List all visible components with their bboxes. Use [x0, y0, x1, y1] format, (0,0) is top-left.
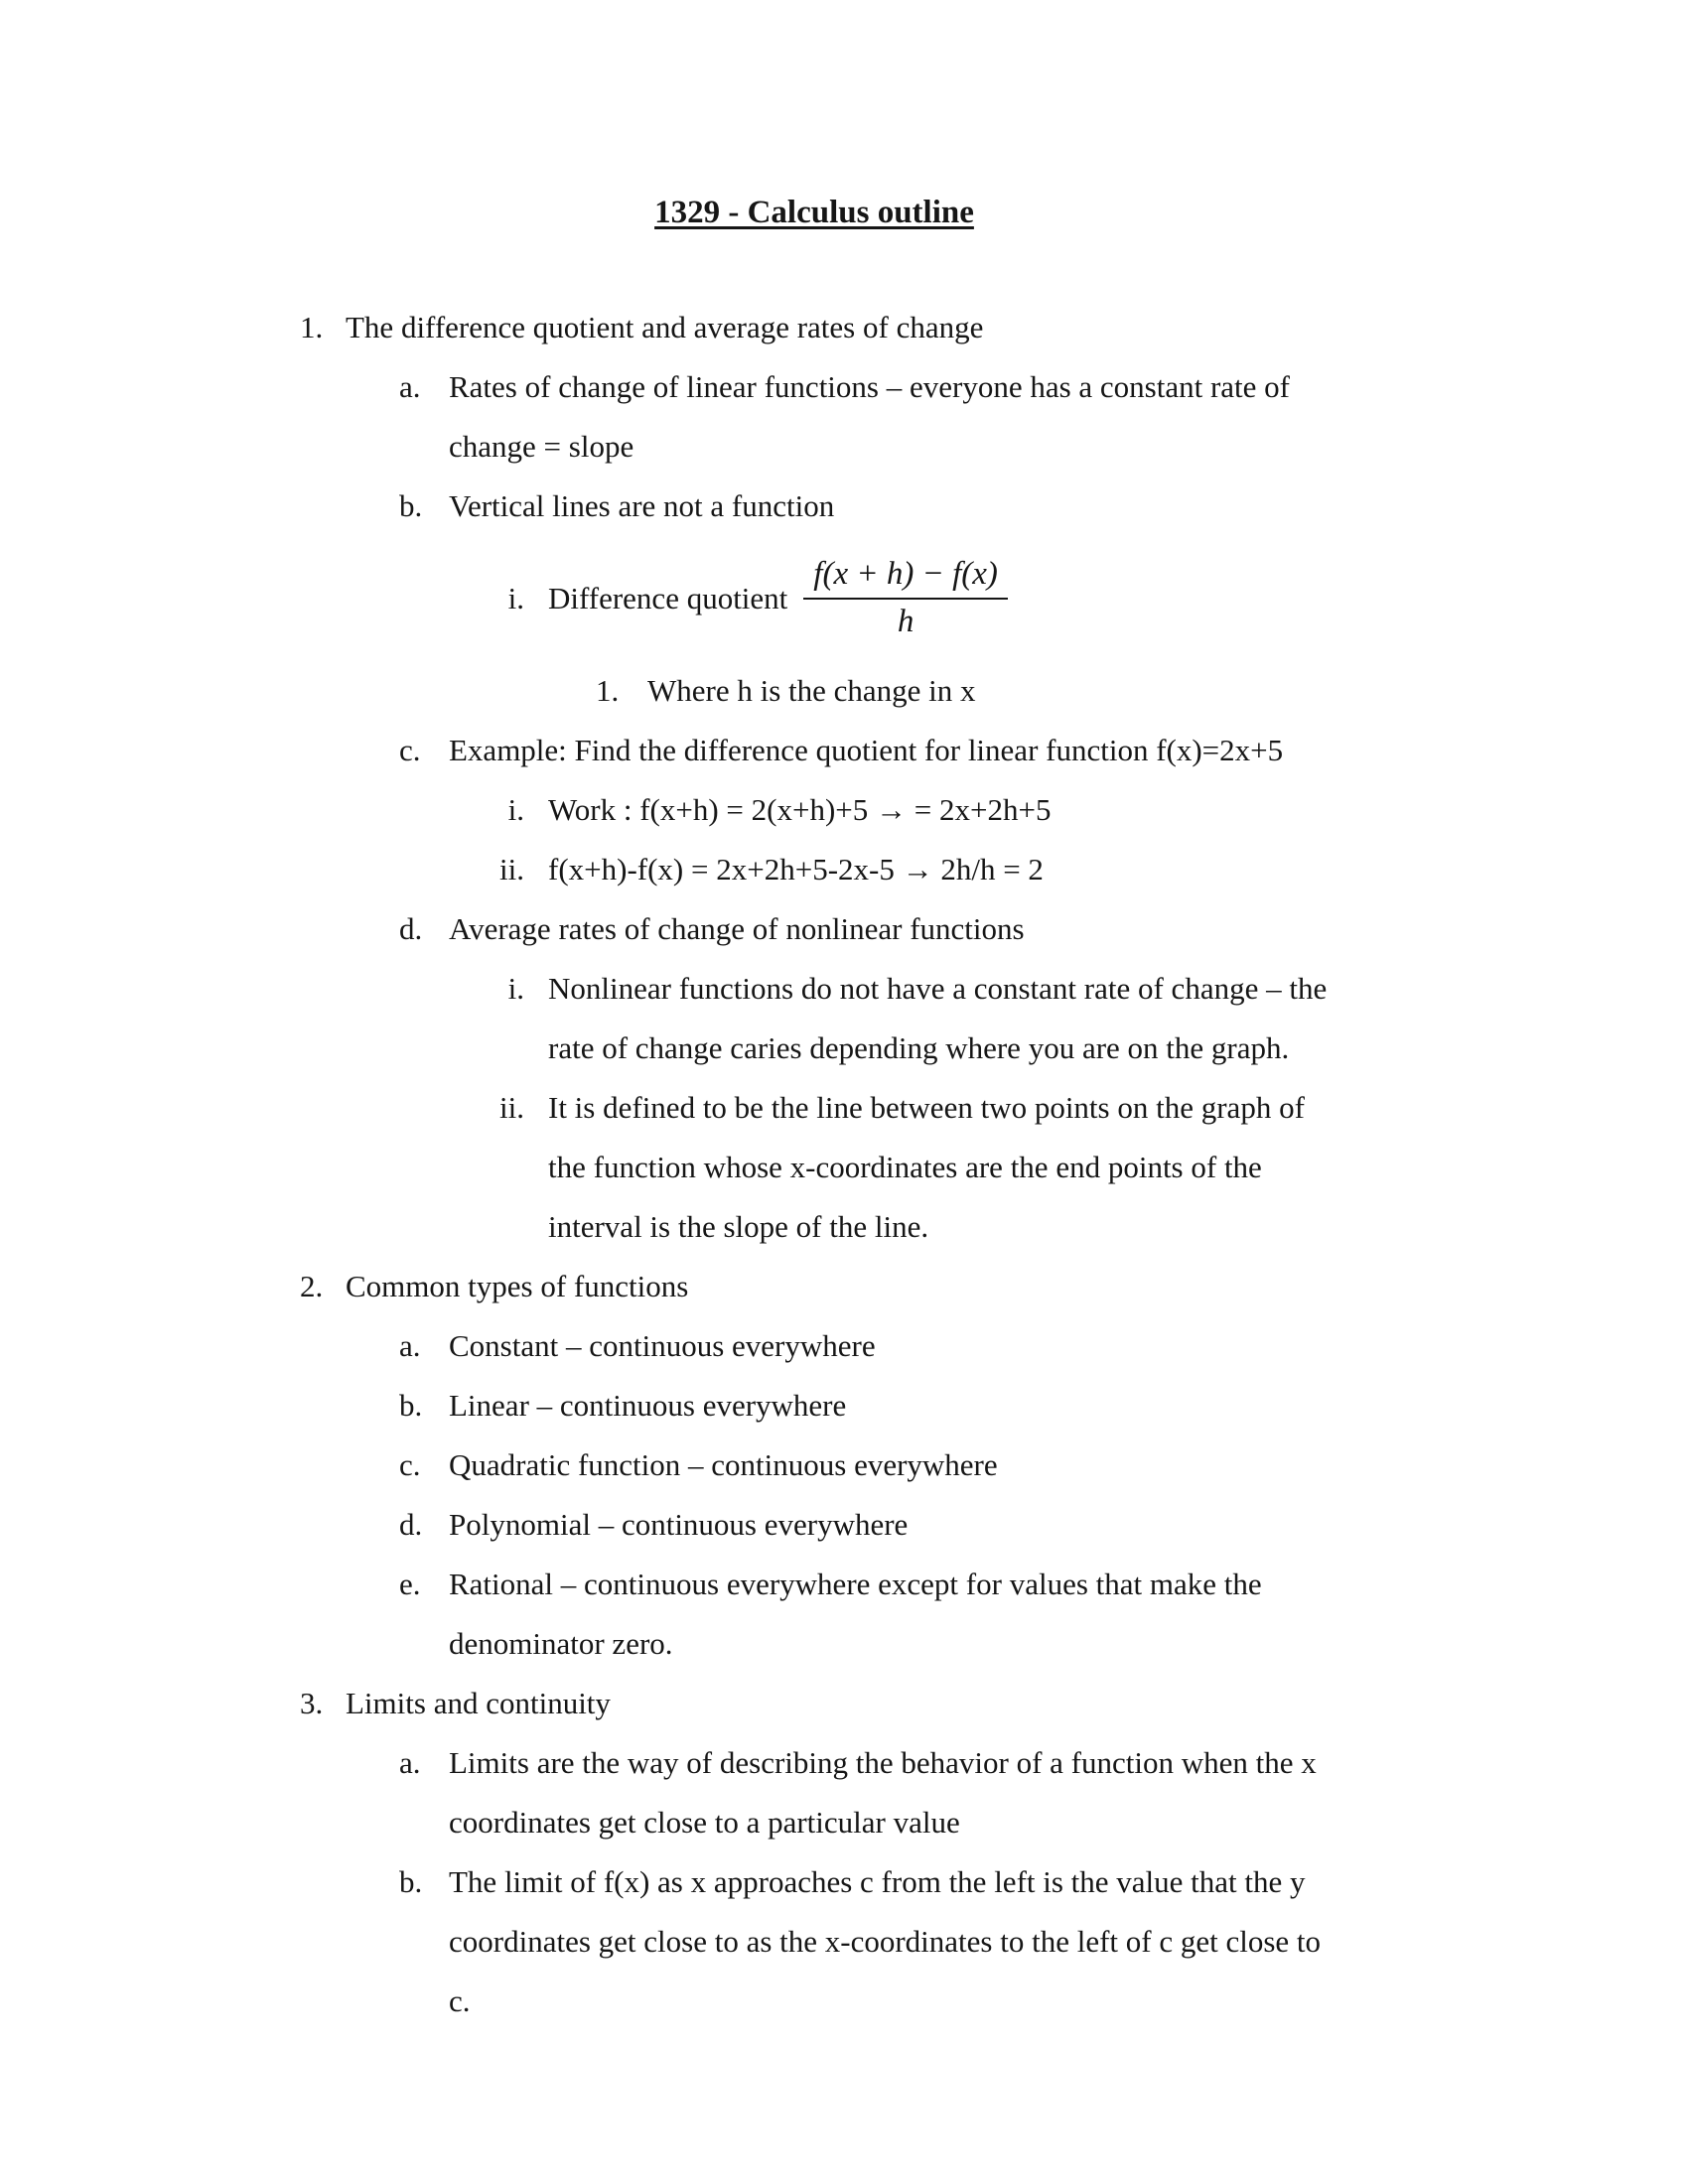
outline-text-line: Where h is the change in x [647, 673, 976, 708]
outline-text-line: Work : f(x+h) = 2(x+h)+5 → = 2x+2h+5 [548, 792, 1052, 827]
list-marker: 1. [300, 310, 324, 344]
outline-text-line: It is defined to be the line between two points on the graph of [548, 1090, 1305, 1125]
list-marker: i. [507, 971, 524, 1006]
outline-text-line: Nonlinear functions do not have a constant rate of change – the [548, 971, 1328, 1006]
outline-item [0, 298, 1688, 357]
list-marker: a. [399, 1745, 421, 1780]
outline-text-line: Constant – continuous everywhere [449, 1328, 876, 1363]
list-marker: 2. [300, 1269, 324, 1303]
outline-item [0, 899, 1688, 959]
list-marker: c. [399, 1447, 421, 1482]
list-marker: b. [399, 1388, 423, 1423]
outline-item [0, 1495, 1688, 1555]
outline-item [0, 661, 1688, 721]
outline-item [0, 1078, 1688, 1257]
outline-text-line: The limit of f(x) as x approaches c from the left is the value that the y [449, 1864, 1306, 1899]
outline-text-line: Polynomial – continuous everywhere [449, 1507, 909, 1542]
outline-text-line: Common types of functions [346, 1269, 689, 1303]
outline-item [0, 780, 1688, 840]
outline-item [0, 1435, 1688, 1495]
outline-text-line: Average rates of change of nonlinear functions [449, 911, 1025, 946]
list-marker: 3. [300, 1686, 324, 1720]
fraction-numerator: f(x + h) − f(x) [803, 555, 1008, 600]
outline-text-line: interval is the slope of the line. [548, 1209, 929, 1244]
outline-text-line: coordinates get close to a particular value [449, 1805, 960, 1840]
list-marker: 1. [596, 673, 620, 708]
page-title: 1329 - Calculus outline [654, 195, 974, 230]
list-marker: e. [399, 1567, 421, 1601]
list-marker: a. [399, 369, 421, 404]
outline-text-line: f(x+h)-f(x) = 2x+2h+5-2x-5 → 2h/h = 2 [548, 852, 1044, 887]
outline-item [0, 1674, 1688, 1733]
list-marker: c. [399, 733, 421, 767]
outline-text-line: Vertical lines are not a function [449, 488, 835, 523]
outline-item [0, 1852, 1688, 2031]
outline-text-line: Rational – continuous everywhere except for values that make the [449, 1567, 1262, 1601]
outline-text-line: Linear – continuous everywhere [449, 1388, 847, 1423]
list-marker: d. [399, 911, 423, 946]
outline-list [0, 298, 1688, 2031]
outline-text-line: The difference quotient and average rates of change [346, 310, 984, 344]
fraction-denominator: h [897, 604, 914, 639]
outline-text-line: coordinates get close to as the x-coordinates to the left of c get close to [449, 1924, 1322, 1959]
outline-text-line: denominator zero. [449, 1626, 673, 1661]
outline-text-line: Limits and continuity [346, 1686, 611, 1720]
outline-text-line: c. [449, 1983, 471, 2018]
outline-item [0, 1555, 1688, 1674]
outline-item [0, 959, 1688, 1078]
outline-item [0, 536, 1688, 661]
outline-item [0, 1257, 1688, 1316]
outline-item [0, 357, 1688, 477]
list-marker: ii. [499, 1090, 524, 1125]
list-marker: a. [399, 1328, 421, 1363]
outline-text-line: the function whose x-coordinates are the end points of the [548, 1150, 1262, 1184]
outline-text-line: Quadratic function – continuous everywhere [449, 1447, 998, 1482]
outline-item [0, 1376, 1688, 1435]
list-marker: ii. [499, 852, 524, 887]
outline-item [0, 1316, 1688, 1376]
list-marker: i. [507, 581, 524, 615]
outline-item [0, 721, 1688, 780]
list-marker: b. [399, 488, 423, 523]
list-marker: b. [399, 1864, 423, 1899]
list-marker: d. [399, 1507, 423, 1542]
outline-item [0, 477, 1688, 536]
outline-text-line: rate of change caries depending where you are on the graph. [548, 1030, 1290, 1065]
outline-item [0, 1733, 1688, 1852]
formula-prefix: Difference quotient [548, 581, 788, 615]
outline-text-line: change = slope [449, 429, 634, 464]
list-marker: i. [507, 792, 524, 827]
outline-text-line: Rates of change of linear functions – everyone has a constant rate of [449, 369, 1291, 404]
outline-text-line: Limits are the way of describing the behavior of a function when the x [449, 1745, 1317, 1780]
difference-quotient-fraction [803, 555, 1008, 641]
outline-item [0, 840, 1688, 899]
outline-text-line: Example: Find the difference quotient for linear function f(x)=2x+5 [449, 733, 1284, 767]
